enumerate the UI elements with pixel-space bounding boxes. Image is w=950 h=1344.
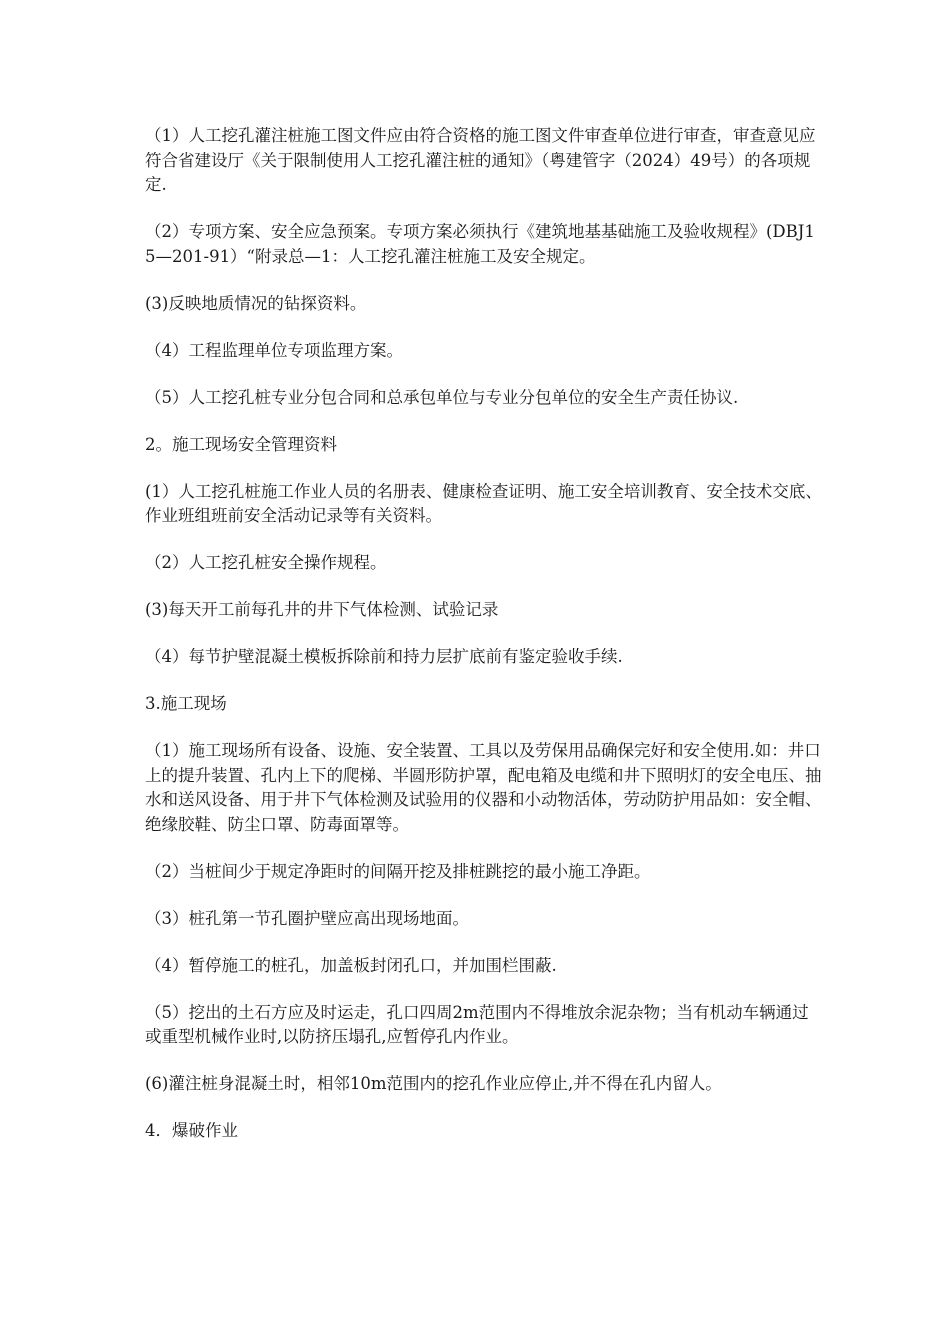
document-page (145, 124, 825, 1166)
paragraph-supervision-plan: （4）工程监理单位专项监理方案。 (145, 340, 403, 360)
section-heading-site-safety-docs: 2。施工现场安全管理资料 (145, 434, 337, 454)
paragraph-pile-spacing: （2）当桩间少于规定净距时的间隔开挖及排桩跳挖的最小施工净距。 (145, 861, 651, 881)
paragraph-drilling-data: (3)反映地质情况的钻探资料。 (145, 293, 367, 313)
paragraph-subcontract: （5）人工挖孔桩专业分包合同和总承包单位与专业分包单位的安全生产责任协议. (145, 387, 739, 407)
section-heading-blasting: 4．爆破作业 (145, 1121, 238, 1140)
paragraph-first-ring: （3）桩孔第一节孔圈护壁应高出现场地面。 (145, 908, 469, 928)
paragraph-special-plan: （2）专项方案、安全应急预案。专项方案必须执行《建筑地基基础施工及验收规程》(DBJ15—201-91）“附录总—1：人工挖孔灌注桩施工及安全规定。 (145, 222, 815, 266)
paragraph-worker-roster: (1）人工挖孔桩施工作业人员的名册表、健康检查证明、施工安全培训教育、安全技术交底、作业班组班前安全活动记录等有关资料。 (145, 481, 822, 525)
paragraph-concrete-pouring: (6)灌注桩身混凝土时，相邻10m范围内的挖孔作业应停止,并不得在孔内留人。 (145, 1074, 722, 1093)
paragraph-operating-rules: （2）人工挖孔桩安全操作规程。 (145, 553, 387, 572)
paragraph-excavated-soil: （5）挖出的土石方应及时运走，孔口四周2m范围内不得堆放余泥杂物；当有机动车辆通过或重型机械作业时,以防挤压塌孔,应暂停孔内作业。 (145, 1002, 809, 1046)
paragraph-gas-detection: (3)每天开工前每孔井的井下气体检测、试验记录 (145, 600, 499, 619)
section-heading-construction-site: 3.施工现场 (145, 694, 227, 713)
paragraph-review-drawings: （1）人工挖孔灌注桩施工图文件应由符合资格的施工图文件审查单位进行审查，审查意见应符合省建设厅《关于限制使用人工挖孔灌注桩的通知》（粤建管字（2024）49号）的各项规定. (145, 126, 816, 194)
paragraph-formwork-inspection: （4）每节护壁混凝土模板拆除前和持力层扩底前有鉴定验收手续. (145, 647, 623, 666)
paragraph-equipment: （1）施工现场所有设备、设施、安全装置、工具以及劳保用品确保完好和安全使用.如：井口上的提升装置、孔内上下的爬梯、半圆形防护罩，配电箱及电缆和井下照明灯的安全电压、抽水和送风设备、用于井下气体检测及试验用的仪器和小动物活体，劳动防护用品如：安全帽、绝缘胶鞋、防尘口罩、防毒面罩等。 (145, 741, 822, 834)
paragraph-paused-holes: （4）暂停施工的桩孔，加盖板封闭孔口，并加围栏围蔽. (145, 955, 557, 975)
